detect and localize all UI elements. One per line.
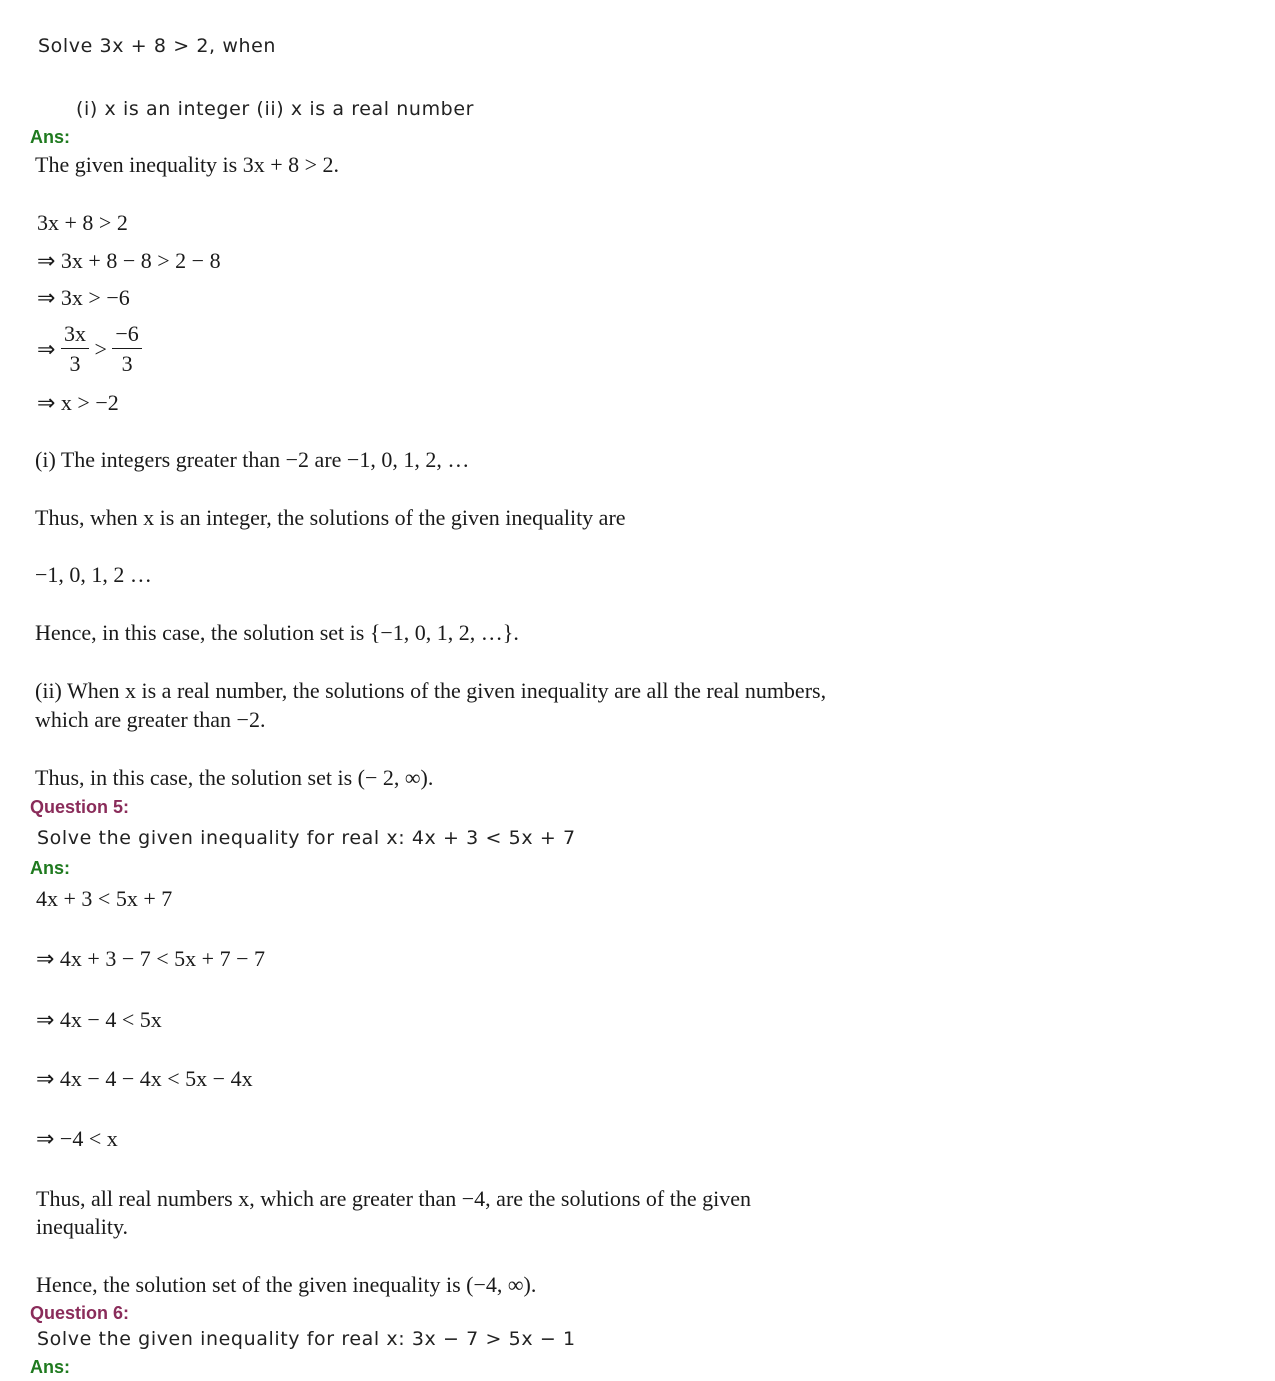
fraction-right bbox=[112, 320, 141, 379]
inequality-symbol: > bbox=[94, 336, 107, 362]
answer-label: Ans: bbox=[30, 127, 70, 147]
answer-label: Ans: bbox=[30, 1357, 70, 1377]
fraction-denominator: 3 bbox=[121, 351, 133, 376]
hence-text: Hence, the solution set of the given inequality is (−4, ∞). bbox=[36, 1272, 537, 1297]
step-line: ⇒ 3x > −6 bbox=[37, 285, 130, 310]
question-4-text: Solve 3x + 8 > 2, when bbox=[38, 35, 277, 57]
step-line: 4x + 3 < 5x + 7 bbox=[36, 886, 173, 911]
step-line: ⇒ 4x − 4 < 5x bbox=[36, 1007, 162, 1032]
part-i-text: (i) The integers greater than −2 are −1, 0, 1, 2, … bbox=[35, 447, 470, 472]
part-ii-text: (ii) When x is a real number, the solutions of the given inequality are all the real numbers, bbox=[35, 678, 827, 703]
question-5-text: Solve the given inequality for real x: 4x + 3 < 5x + 7 bbox=[37, 827, 576, 849]
step-line: ⇒ 3x + 8 − 8 > 2 − 8 bbox=[37, 248, 221, 273]
fraction-step bbox=[37, 320, 142, 379]
step-line: 3x + 8 > 2 bbox=[37, 210, 128, 235]
question-5-heading: Question 5: bbox=[30, 797, 130, 817]
answer-intro: The given inequality is 3x + 8 > 2. bbox=[35, 152, 340, 177]
conclusion-text: Thus, all real numbers x, which are greater than −4, are the solutions of the given bbox=[36, 1186, 751, 1211]
part-i-hence: Hence, in this case, the solution set is {−1, 0, 1, 2, …}. bbox=[35, 620, 519, 645]
step-line: ⇒ −4 < x bbox=[36, 1126, 118, 1151]
question-4-parts: (i) x is an integer (ii) x is a real number bbox=[76, 98, 475, 120]
fraction-left bbox=[61, 320, 89, 379]
fraction-numerator: −6 bbox=[112, 320, 141, 349]
part-ii-thus: Thus, in this case, the solution set is (− 2, ∞). bbox=[35, 765, 434, 790]
step-line: ⇒ 4x − 4 − 4x < 5x − 4x bbox=[36, 1066, 253, 1091]
step-line: ⇒ x > −2 bbox=[37, 390, 119, 415]
conclusion-text: inequality. bbox=[36, 1214, 129, 1239]
answer-label: Ans: bbox=[30, 858, 70, 878]
step-line: ⇒ 4x + 3 − 7 < 5x + 7 − 7 bbox=[36, 946, 265, 971]
question-6-text: Solve the given inequality for real x: 3x − 7 > 5x − 1 bbox=[37, 1328, 576, 1350]
fraction-numerator: 3x bbox=[61, 320, 89, 349]
fraction-denominator: 3 bbox=[69, 351, 81, 376]
part-i-list: −1, 0, 1, 2 … bbox=[35, 562, 152, 587]
question-6-heading: Question 6: bbox=[30, 1303, 130, 1323]
part-ii-text: which are greater than −2. bbox=[35, 707, 266, 732]
part-i-thus: Thus, when x is an integer, the solutions of the given inequality are bbox=[35, 505, 626, 530]
implies-symbol: ⇒ bbox=[37, 336, 56, 362]
